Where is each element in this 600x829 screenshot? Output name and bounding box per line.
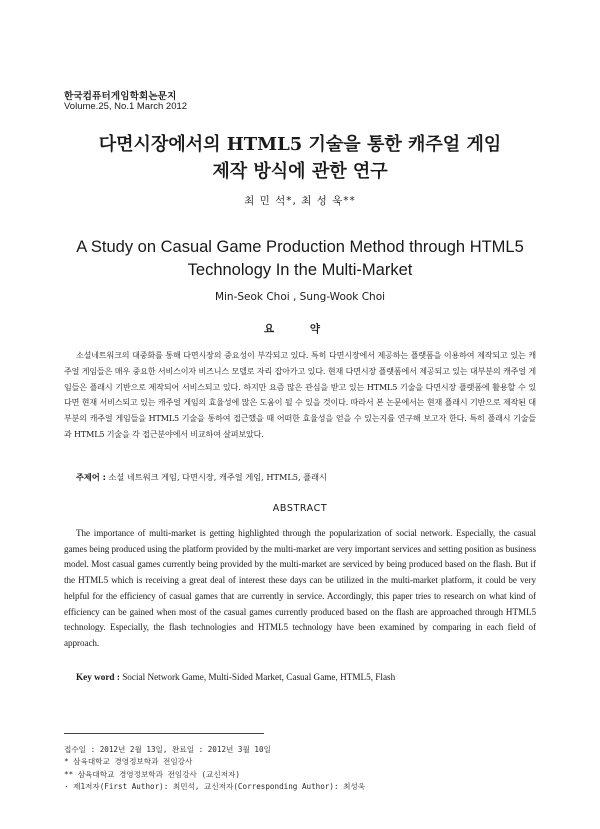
korean-title-line-2: 제작 방식에 관한 연구: [212, 161, 388, 182]
korean-keywords-label: 주제어 :: [76, 472, 106, 482]
journal-name: 한국컴퓨터게임학회논문지: [64, 91, 177, 102]
english-abstract: The importance of multi-market is getting highlighted through the popularization of social network. Especially, the casual games being produced using the platform provided by the multi-market are very important services and setting position as business model. Most casual games currently being provided by the multi-market are serviced by being produced based on the flash. But if the HTML5 which is receiving a great deal of interest these days can be utilized in the multi-market platform, it could be very helpful for the efficiency of casual games that are currently in service. Accordingly, this paper tries to research on what kind of efficiency can be gained when most of the casual games currently produced based on the flash are approached through HTML5 technology. Especially, the flash technologies and HTML5 technology have been examined by comparing in each field of approach.: [64, 528, 536, 648]
footnotes: [64, 744, 544, 794]
korean-authors: 최 민 석*, 최 성 욱**: [244, 195, 356, 207]
korean-abstract-heading: 요 약: [264, 323, 336, 335]
footnote-divider: [64, 733, 264, 734]
korean-title-line-1: 다면시장에서의 HTML5 기술을 통한 캐주얼 게임: [98, 134, 502, 155]
english-title-line-2: Technology In the Multi-Market: [187, 261, 413, 279]
english-keywords: [76, 672, 536, 682]
english-keywords-label: Key word :: [76, 672, 120, 682]
journal-volume: Volume.25, No.1 March 2012: [64, 101, 188, 112]
english-keywords-text: Social Network Game, Multi-Sided Market, Casual Game, HTML5, Flash: [122, 672, 396, 682]
footnote-received-dates: 접수일 : 2012년 2월 13일, 완료일 : 2012년 3월 10일: [64, 745, 271, 754]
footnote-author-2: ** 삼육대학교 경영정보학과 전임강사 (교신저자): [64, 769, 240, 779]
english-authors: Min-Seok Choi , Sung-Wook Choi: [214, 291, 386, 303]
korean-abstract: 소셜네트워크의 대중화를 통해 다면시장의 중요성이 부각되고 있다. 특히 다면시장에서 제공하는 플랫폼을 이용하여 제작되고 있는 캐주얼 게임들은 매우 중요한 서비스이자 비즈니스 모델로 자리 잡아가고 있다. 현재 다면시장 플랫폼에서 제공되고 있는 대부분의 캐주얼 게임들은 플래시 기반으로 제작되어 서비스되고 있다. 하지만 요즘 많은 관심을 받고 있는 HTML5 기술을 다면시장 플랫폼에 활용할 수 있다면 현재 서비스되고 있는 캐주얼 게임의 효율성에 많은 도움이 될 수 있을 것이다. 따라서 본 논문에서는 현재 플래시 기반으로 제작된 대부분의 캐주얼 게임들을 HTML5 기술을 통하여 접근했을 때 어떠한 효율성을 얻을 수 있는지를 연구해 보고자 한다. 특히 플래시 기술들과 HTML5 기술을 각 접근분야에서 비교하여 살펴보았다.: [64, 351, 536, 439]
korean-keywords-text: 소셜 네트워크 게임, 다면시장, 캐주얼 게임, HTML5, 플래시: [108, 472, 327, 482]
korean-keywords: [76, 472, 536, 483]
footnote-author-roles: · 제1저자(First Author): 최민석, 교신저자(Corresponding Author): 최성욱: [64, 782, 366, 792]
footnote-author-1: * 삼육대학교 경영정보학과 전임강사: [64, 757, 193, 767]
english-title-line-1: A Study on Casual Game Production Method through HTML5: [76, 238, 524, 256]
english-abstract-heading: ABSTRACT: [272, 503, 328, 514]
